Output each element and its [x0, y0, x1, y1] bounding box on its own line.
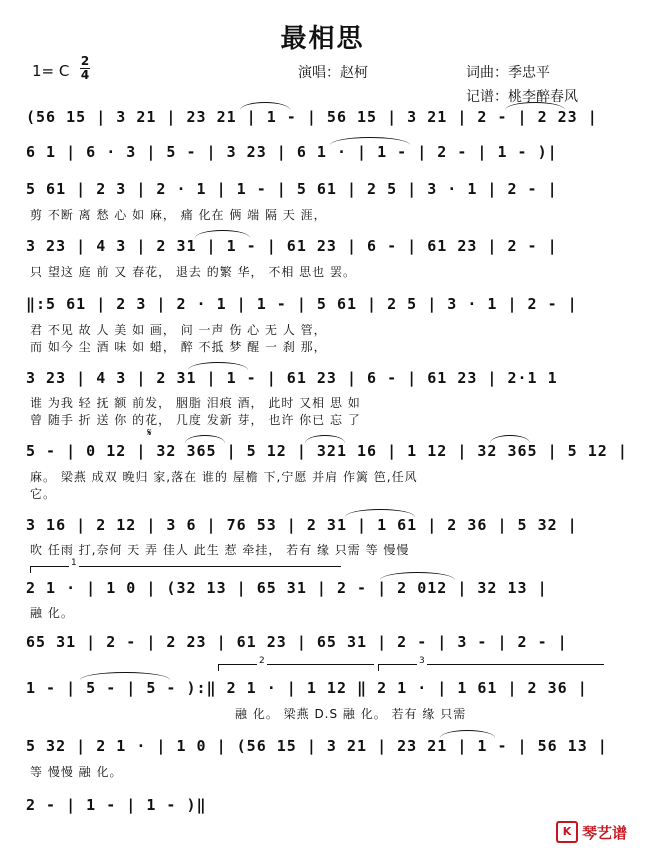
score-line-1: (56 15 | 3 21 | 23 21 | 1 - | 56 15 | 3 21 | 2 - | 2 23 | [26, 108, 598, 126]
time-signature-top: 2 [80, 54, 90, 68]
slur [345, 509, 415, 517]
score-line-12: 5 32 | 2 1 · | 1 0 | (56 15 | 3 21 | 23 21 | 1 - | 56 13 | [26, 737, 608, 755]
score-line-6: 3 23 | 4 3 | 2 31 | 1 - | 61 23 | 6 - | 61 23 | 2·1 1 [26, 369, 558, 387]
slur [185, 435, 225, 443]
slur [440, 730, 495, 738]
lyric-line-8: 吹 任雨 打,奈何 天 弄 佳人 此生 惹 牵挂， 若有 缘 只需 等 慢慢 [30, 543, 410, 557]
score-line-9: 2 1 · | 1 0 | (32 13 | 65 31 | 2 - | 2 012 | 32 13 | [26, 579, 548, 597]
slur [380, 572, 455, 580]
composer-credit: 词曲：季忠平 [466, 65, 550, 81]
score-line-13: 2 - | 1 - | 1 - )‖ [26, 796, 207, 814]
transcriber-credit: 记谱：桃李醉春风 [466, 89, 578, 105]
slur [305, 435, 345, 443]
lyric-line-6a: 谁 为我 轻 抚 额 前发， 胭脂 泪痕 酒， 此时 又相 思 如 [30, 396, 361, 410]
score-line-8: 3 16 | 2 12 | 3 6 | 76 53 | 2 31 | 1 61 | 2 36 | 5 32 | [26, 516, 578, 534]
score-line-2: 6 1 | 6 · 3 | 5 - | 3 23 | 6 1 · | 1 - | 2 - | 1 - )| [26, 143, 558, 161]
qinyipu-logo [556, 821, 627, 843]
score-line-7: 5 - | 0 12 | 32 365 | 5 12 | 321 16 | 1 12 | 32 365 | 5 12 | [26, 442, 628, 460]
score-line-3: 5 61 | 2 3 | 2 · 1 | 1 - | 5 61 | 2 5 | 3 · 1 | 2 - | [26, 180, 558, 198]
score-line-5: ‖:5 61 | 2 3 | 2 · 1 | 1 - | 5 61 | 2 5 | 3 · 1 | 2 - | [26, 295, 578, 313]
score-title: 最相思 [280, 24, 365, 54]
lyric-line-11: 融 化。 梁燕 D.S 融 化。 若有 缘 只需 [235, 707, 467, 721]
slur [80, 672, 170, 680]
segno-sign: 𝄋 [147, 426, 152, 439]
time-signature-bottom: 4 [80, 68, 90, 82]
slur [195, 230, 250, 238]
logo-text: 琴艺谱 [581, 823, 627, 842]
lyric-line-9: 融 化。 [30, 606, 74, 620]
score-line-11: 1 - | 5 - | 5 - ):‖ 2 1 · | 1 12 ‖ 2 1 · | 1 61 | 2 36 | [26, 679, 588, 697]
volta-bracket-1: 1 [30, 566, 341, 573]
volta-bracket-3: 3 [378, 664, 604, 671]
slur [490, 435, 530, 443]
logo-mark-icon: K [556, 821, 578, 843]
time-signature [78, 55, 92, 82]
lyric-line-7b: 它。 [30, 487, 57, 501]
lyric-line-5b: 而 如今 尘 酒 味 如 蜡， 醉 不抵 梦 醒 一 刹 那， [30, 340, 327, 354]
score-line-10: 65 31 | 2 - | 2 23 | 61 23 | 65 31 | 2 - | 3 - | 2 - | [26, 633, 568, 651]
slur [240, 102, 290, 110]
lyric-line-6b: 曾 随手 折 送 你 的花， 几度 发新 芽， 也许 你已 忘 了 [30, 413, 361, 427]
lyric-line-3: 剪 不断 离 愁 心 如 麻， 痛 化在 俩 端 隔 天 涯， [30, 208, 327, 222]
slur [188, 362, 248, 370]
singer-credit: 演唱：赵柯 [298, 65, 368, 81]
volta-bracket-2: 2 [218, 664, 374, 671]
lyric-line-4: 只 望这 庭 前 又 春花， 退去 的繁 华， 不相 思也 罢。 [30, 265, 356, 279]
score-line-4: 3 23 | 4 3 | 2 31 | 1 - | 61 23 | 6 - | 61 23 | 2 - | [26, 237, 558, 255]
lyric-line-5a: 君 不见 故 人 美 如 画， 问 一声 伤 心 无 人 管， [30, 323, 327, 337]
lyric-line-12: 等 慢慢 融 化。 [30, 765, 123, 779]
slur [330, 137, 410, 145]
lyric-line-7: 麻。 梁燕 成双 晚归 家,落在 谁的 屋檐 下,宁愿 并肩 作篱 笆,任风 [30, 470, 418, 484]
key-signature: 1= C [32, 62, 70, 80]
